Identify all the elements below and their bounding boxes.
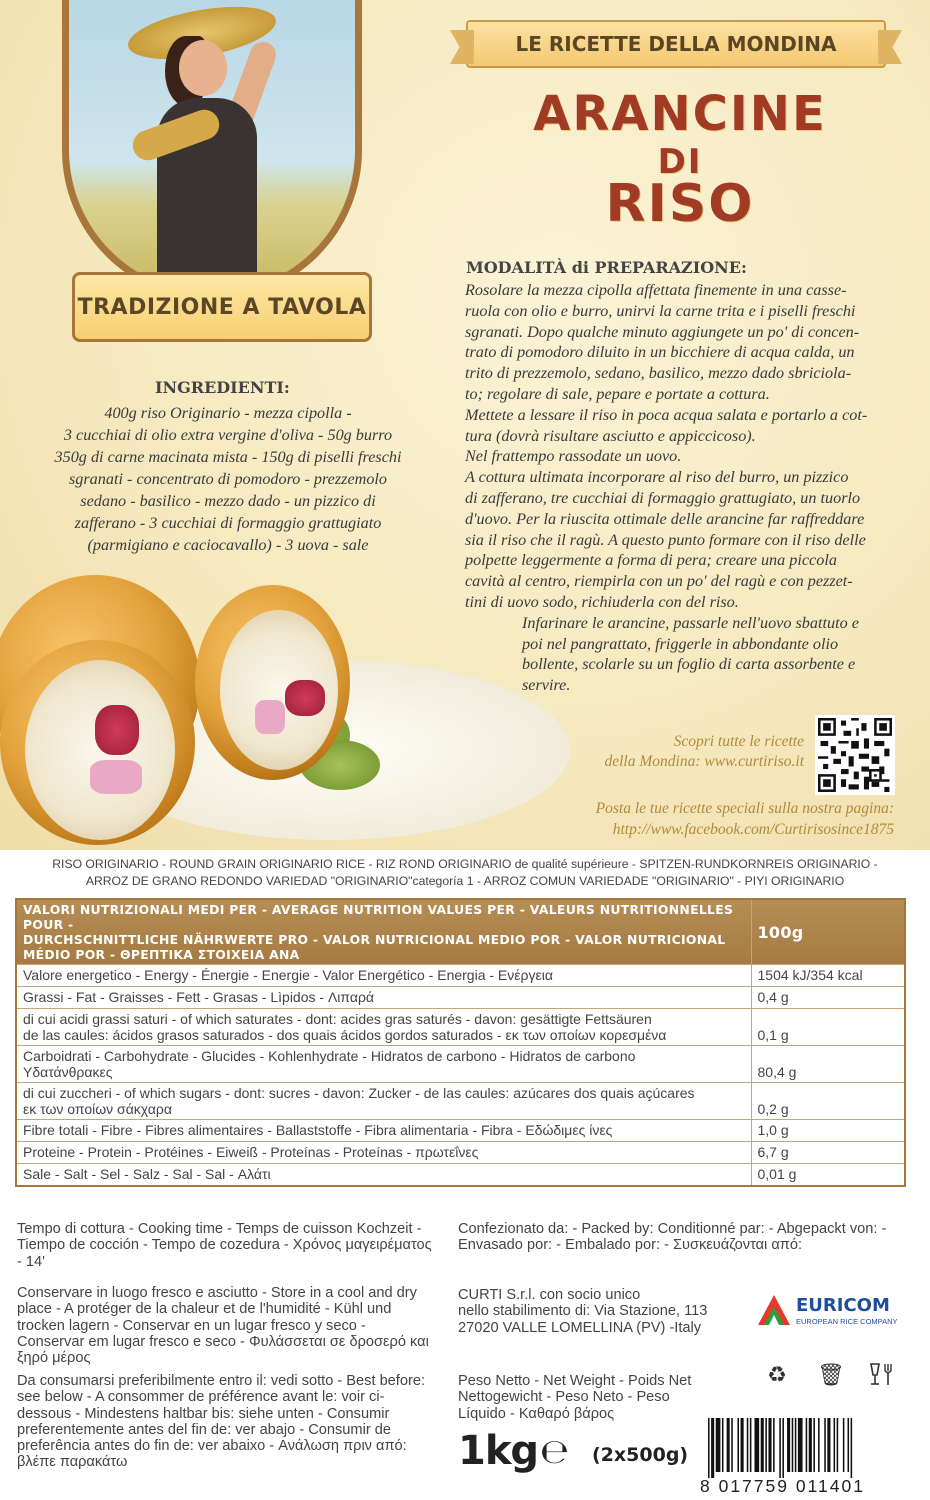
barcode-bar <box>798 1418 803 1472</box>
ingredient-line: zafferano - 3 cucchiai di formaggio grattugiato <box>74 514 382 532</box>
ingredient-line: (parmigiano e caciocavallo) - 3 uova - sale <box>87 536 369 554</box>
nutrient-label-line: Υδατάνθρακες <box>23 1064 113 1080</box>
preparation-line: Infarinare le arancine, passarle nell'uovo sbattuto e <box>522 613 859 632</box>
barcode-bar <box>722 1418 724 1472</box>
preparation-line: ruola con olio e burro, unirvi la carne trita e i piselli freschi <box>465 301 856 320</box>
nutrient-label: Sale - Salt - Sel - Salz - Sal - Sal - Αλάτι <box>16 1164 751 1186</box>
nutrition-row <box>16 1120 905 1142</box>
nutrient-value: 6,7 g <box>751 1142 905 1164</box>
ingredient-line: sgranati - concentrato di pomodoro - prezzemolo <box>68 470 388 488</box>
weight-breakdown: (2x500g) <box>592 1444 689 1466</box>
euricom-triangle-icon <box>758 1295 790 1325</box>
ham-filling <box>255 700 285 734</box>
barcode <box>700 1418 906 1478</box>
symbol-icons <box>760 1360 900 1394</box>
mondina-illustration <box>62 0 362 300</box>
preparation-line: servire. <box>522 676 571 695</box>
barcode-bar <box>761 1418 764 1472</box>
barcode-bar <box>818 1418 820 1472</box>
barcode-bar <box>813 1418 815 1472</box>
recipe-title-line2: DI <box>657 142 703 182</box>
qr-code-graphic <box>818 718 892 792</box>
preparation-line: to; regolare di sale, pepare e portate a cottura. <box>465 384 770 403</box>
barcode-bar <box>773 1418 775 1472</box>
ingredient-line: 350g di carne macinata mista - 150g di piselli freschi <box>54 448 402 466</box>
barcode-bar <box>741 1418 744 1472</box>
nutrition-row <box>16 1083 905 1120</box>
barcode-bar <box>824 1418 826 1472</box>
nutrient-value: 0,2 g <box>751 1083 905 1120</box>
preparation-line: poi nel pangrattato, friggerle in abbondante olio <box>522 634 839 653</box>
ragu-filling <box>95 705 139 755</box>
ham-filling <box>90 760 142 794</box>
qr-code[interactable] <box>815 715 895 795</box>
barcode-bar <box>779 1418 781 1478</box>
barcode-bar <box>750 1418 752 1472</box>
preparation-line: Nel frattempo rassodate un uovo. <box>465 447 682 466</box>
preparation-line: sgranati. Dopo qualche minuto aggiungete un po' di concen- <box>465 322 860 341</box>
barcode-bar <box>765 1418 767 1472</box>
facebook-invite: Posta le tue ricette speciali sulla nostra pagina: <box>595 800 894 817</box>
nutrition-header-line: VALORI NUTRIZIONALI MEDI PER - AVERAGE NUTRITION VALUES PER - VALEURS NUTRITIONNELLES POUR - <box>23 902 734 932</box>
preparation-line: Rosolare la mezza cipolla affettata finemente in una casse- <box>465 281 847 299</box>
ingredient-line: 400g riso Originario - mezza cipolla - <box>104 404 352 422</box>
preparation-line: A cottura ultimata incorporare al riso del burro, un pizzico <box>465 468 849 487</box>
nutrient-label-line: di cui zuccheri - of which sugars - dont: sucres - davon: Zucker - de las caules: azúcares dos quais açúcares <box>23 1085 695 1101</box>
euricom-logo <box>758 1293 908 1333</box>
nutrition-header-value: 100g <box>751 899 905 965</box>
nutrient-label-line: Carboidrati - Carbohydrate - Glucides - Kohlenhydrate - Hidratos de carbono - Hidratos de carbono <box>23 1048 636 1064</box>
recycle-icon: ♻ <box>767 1362 787 1387</box>
barcode-bar <box>787 1418 790 1472</box>
product-names-line: ARROZ DE GRANO REDONDO VARIEDAD "ORIGINARIO"categoría 1 - ARROZ COMUN VARIEDADE "ORIGINARIO" - PIYI ORIGINARIO <box>85 874 845 888</box>
tagline-banner: TRADIZIONE A TAVOLA <box>72 272 372 342</box>
preparation-line: sia il riso che il ragù. A questo punto formare con il riso delle <box>465 530 866 549</box>
preparation-line: tini di uovo sodo, richiuderla con del riso. <box>465 592 739 611</box>
net-weight-label: Peso Netto - Net Weight - Poids Net Nettogewicht - Peso Neto - Peso Líquido - Καθαρό βάρος <box>458 1373 692 1422</box>
nutrition-row <box>16 1046 905 1083</box>
preparation-line: trato di pomodoro diluito in un bicchiere di acqua calda, un <box>465 343 855 362</box>
net-weight: 1kg <box>458 1428 539 1474</box>
barcode-bar <box>851 1418 853 1478</box>
barcode-number: 8 017759 011401 <box>700 1476 865 1496</box>
nutrient-label <box>16 1046 751 1083</box>
euricom-name: EURICOM <box>796 1295 890 1316</box>
nutrition-row <box>16 1164 905 1186</box>
nutrient-value: 0,4 g <box>751 987 905 1009</box>
barcode-bar <box>737 1418 739 1472</box>
recipe-title-line3: RISO <box>605 174 755 234</box>
nutrient-value: 1,0 g <box>751 1120 905 1142</box>
barcode-bar <box>834 1418 836 1472</box>
cooking-time: Tempo di cottura - Cooking time - Temps de cuisson Kochzeit - Tiempo de cocción - Tempo de cozedura - Χρόνος μαγειρέματος - 14' <box>17 1221 432 1270</box>
glass-fork-icon <box>868 1362 894 1388</box>
facebook-text <box>560 798 894 840</box>
barcode-bar <box>716 1418 721 1472</box>
barcode-bar <box>837 1418 839 1472</box>
discover-recipes-text <box>554 732 804 772</box>
website-link[interactable]: della Mondina: www.curtiriso.it <box>604 753 804 770</box>
ragu-filling <box>285 680 325 716</box>
preparation-line: di zafferano, tre cucchiai di formaggio grattugiato, un tuorlo <box>465 488 861 507</box>
nutrition-row <box>16 965 905 987</box>
barcode-bar <box>809 1418 812 1472</box>
packed-by: Confezionato da: - Packed by: Conditionné par: - Abgepackt von: - Envasado por: - Embalado por: - Συσκευάζονται από: <box>458 1221 887 1254</box>
barcode-bar <box>727 1418 730 1472</box>
nutrient-label-line: di cui acidi grassi saturi - of which saturates - dont: acides gras saturés - davon: gesättigte Fettsäuren <box>23 1011 652 1027</box>
nutrition-table <box>15 898 906 1187</box>
nutrition-header-label <box>16 899 751 965</box>
nutrient-label <box>16 1009 751 1046</box>
barcode-bar <box>792 1418 794 1472</box>
preparation-text <box>465 280 905 696</box>
nutrient-label: Proteine - Protein - Protéines - Eiweiß - Proteínas - Proteínas - πρωτεΐνες <box>16 1142 751 1164</box>
product-names-line: RISO ORIGINARIO - ROUND GRAIN ORIGINARIO RICE - RIZ ROND ORIGINARIO de qualité supérieure - SPITZEN-RUNDKORNREIS ORIGINARIO - <box>52 857 878 871</box>
preparation-line: cavità al centro, riempirla con un po' del ragù e con pezzet- <box>465 572 853 591</box>
barcode-bar <box>848 1418 850 1472</box>
preparation-line: bollente, scolarle su un foglio di carta assorbente e <box>522 655 856 674</box>
bin-icon: 🗑 <box>817 1362 845 1387</box>
preparation-line: d'uovo. Per la riuscita ottimale delle arancine far raffreddare <box>465 509 865 528</box>
nutrient-label: Grassi - Fat - Graisses - Fett - Grasas - Lìpidos - Λιπαρά <box>16 987 751 1009</box>
nutrient-label: Valore energetico - Energy - Énergie - Energie - Valor Energético - Energia - Ενέργεια <box>16 965 751 987</box>
nutrition-header-row <box>16 899 905 965</box>
facebook-link[interactable]: http://www.facebook.com/Curtirisosince1875 <box>612 821 894 838</box>
ingredients-text <box>18 402 438 556</box>
recipe-title-line1: ARANCINE <box>533 86 827 142</box>
company-line: 27020 VALLE LOMELLINA (PV) -Italy <box>458 1319 702 1336</box>
preparation-line: trito di prezzemolo, sedano, basilico, mezzo dado sbriciola- <box>465 364 852 383</box>
nutrition-header-line: DURCHSCHNITTLICHE NÄHRWERTE PRO - VALOR NUTRICIONAL MEDIO POR - VALOR NUTRICIONAL MÉDIO POR - ΘΡΕΠΤΙΚΑ ΣΤΟΙΧΕΙΑ ΑΝΑ <box>23 932 726 962</box>
product-denominations <box>0 856 930 890</box>
ingredient-line: 3 cucchiai di olio extra vergine d'oliva - 50g burro <box>63 426 393 444</box>
nutrient-label-line: de las caules: ácidos grasos saturados - dos quais ácidos gordos saturados - εκ των οποίων κορεσμένα <box>23 1027 667 1043</box>
face <box>179 40 227 96</box>
barcode-bar <box>755 1418 760 1472</box>
barcode-bar <box>747 1418 749 1472</box>
food-contact-icon <box>866 1360 896 1390</box>
nutrient-value: 1504 kJ/354 kcal <box>751 965 905 987</box>
barcode-bar <box>782 1418 784 1478</box>
nutrition-row <box>16 1009 905 1046</box>
barcode-bar <box>768 1418 771 1472</box>
barcode-bar <box>731 1418 733 1472</box>
preparation-line: polpette leggermente a forma di pera; creare una piccola <box>465 551 837 570</box>
nutrition-row <box>16 987 905 1009</box>
nutrition-row <box>16 1142 905 1164</box>
storage-instructions: Conservare in luogo fresco e asciutto - Store in a cool and dry place - A protéger de la chaleur et de l'humidité - Kühl und trocken lagern - Conservar en un lugar fresco y seco - Conservar em lugar fresco e seco - Φυλάσσεται σε δροσερό και ξηρό μέρος <box>17 1285 429 1367</box>
discover-line: Scopri tutte le ricette <box>673 733 804 750</box>
ingredient-line: sedano - basilico - mezzo dado - un pizzico di <box>80 492 376 510</box>
company-line: nello stabilimento di: Via Stazione, 113 <box>458 1303 708 1320</box>
company-address <box>458 1287 758 1336</box>
best-before: Da consumarsi preferibilmente entro il: vedi sotto - Best before: see below - A consommer de préférence avant le: voir ci-dessous - Mindestens haltbar bis: siehe unten - Consumir preferentemente antes del fin de: ver abajo - Consumir de preferência antes do fin de: ver abaixo - Ανάλωση πριν από: βλέπε παρακάτω <box>17 1373 425 1471</box>
nutrient-label <box>16 1083 751 1120</box>
ingredients-heading: INGREDIENTI: <box>155 378 290 397</box>
barcode-bar <box>806 1418 808 1472</box>
barcode-bar <box>795 1418 797 1472</box>
nutrient-value: 0,1 g <box>751 1009 905 1046</box>
barcode-bar <box>843 1418 845 1472</box>
company-line: CURTI S.r.l. con socio unico <box>458 1287 641 1303</box>
nutrient-label-line: εκ των οποίων σάκχαρα <box>23 1101 172 1117</box>
barcode-bar <box>711 1418 714 1478</box>
preparation-line: tura (dovrà risultare asciutto e appiccicoso). <box>465 426 756 445</box>
preparation-line: Mettete a lessare il riso in poca acqua salata e portarlo a cot- <box>465 405 868 424</box>
nutrient-value: 0,01 g <box>751 1164 905 1186</box>
barcode-bar <box>827 1418 830 1472</box>
barcode-bar <box>708 1418 710 1478</box>
nutrient-label: Fibre totali - Fibre - Fibres alimentaires - Ballaststoffe - Fibra alimentaria - Fibra - Εδώδιμες ίνες <box>16 1120 751 1142</box>
nutrient-value: 80,4 g <box>751 1046 905 1083</box>
euricom-subtitle: EUROPEAN RICE COMPANY <box>796 1317 898 1326</box>
series-banner: LE RICETTE DELLA MONDINA <box>466 20 886 68</box>
preparation-heading: MODALITÀ di PREPARAZIONE: <box>466 258 747 277</box>
estimated-sign: ℮ <box>540 1432 570 1472</box>
